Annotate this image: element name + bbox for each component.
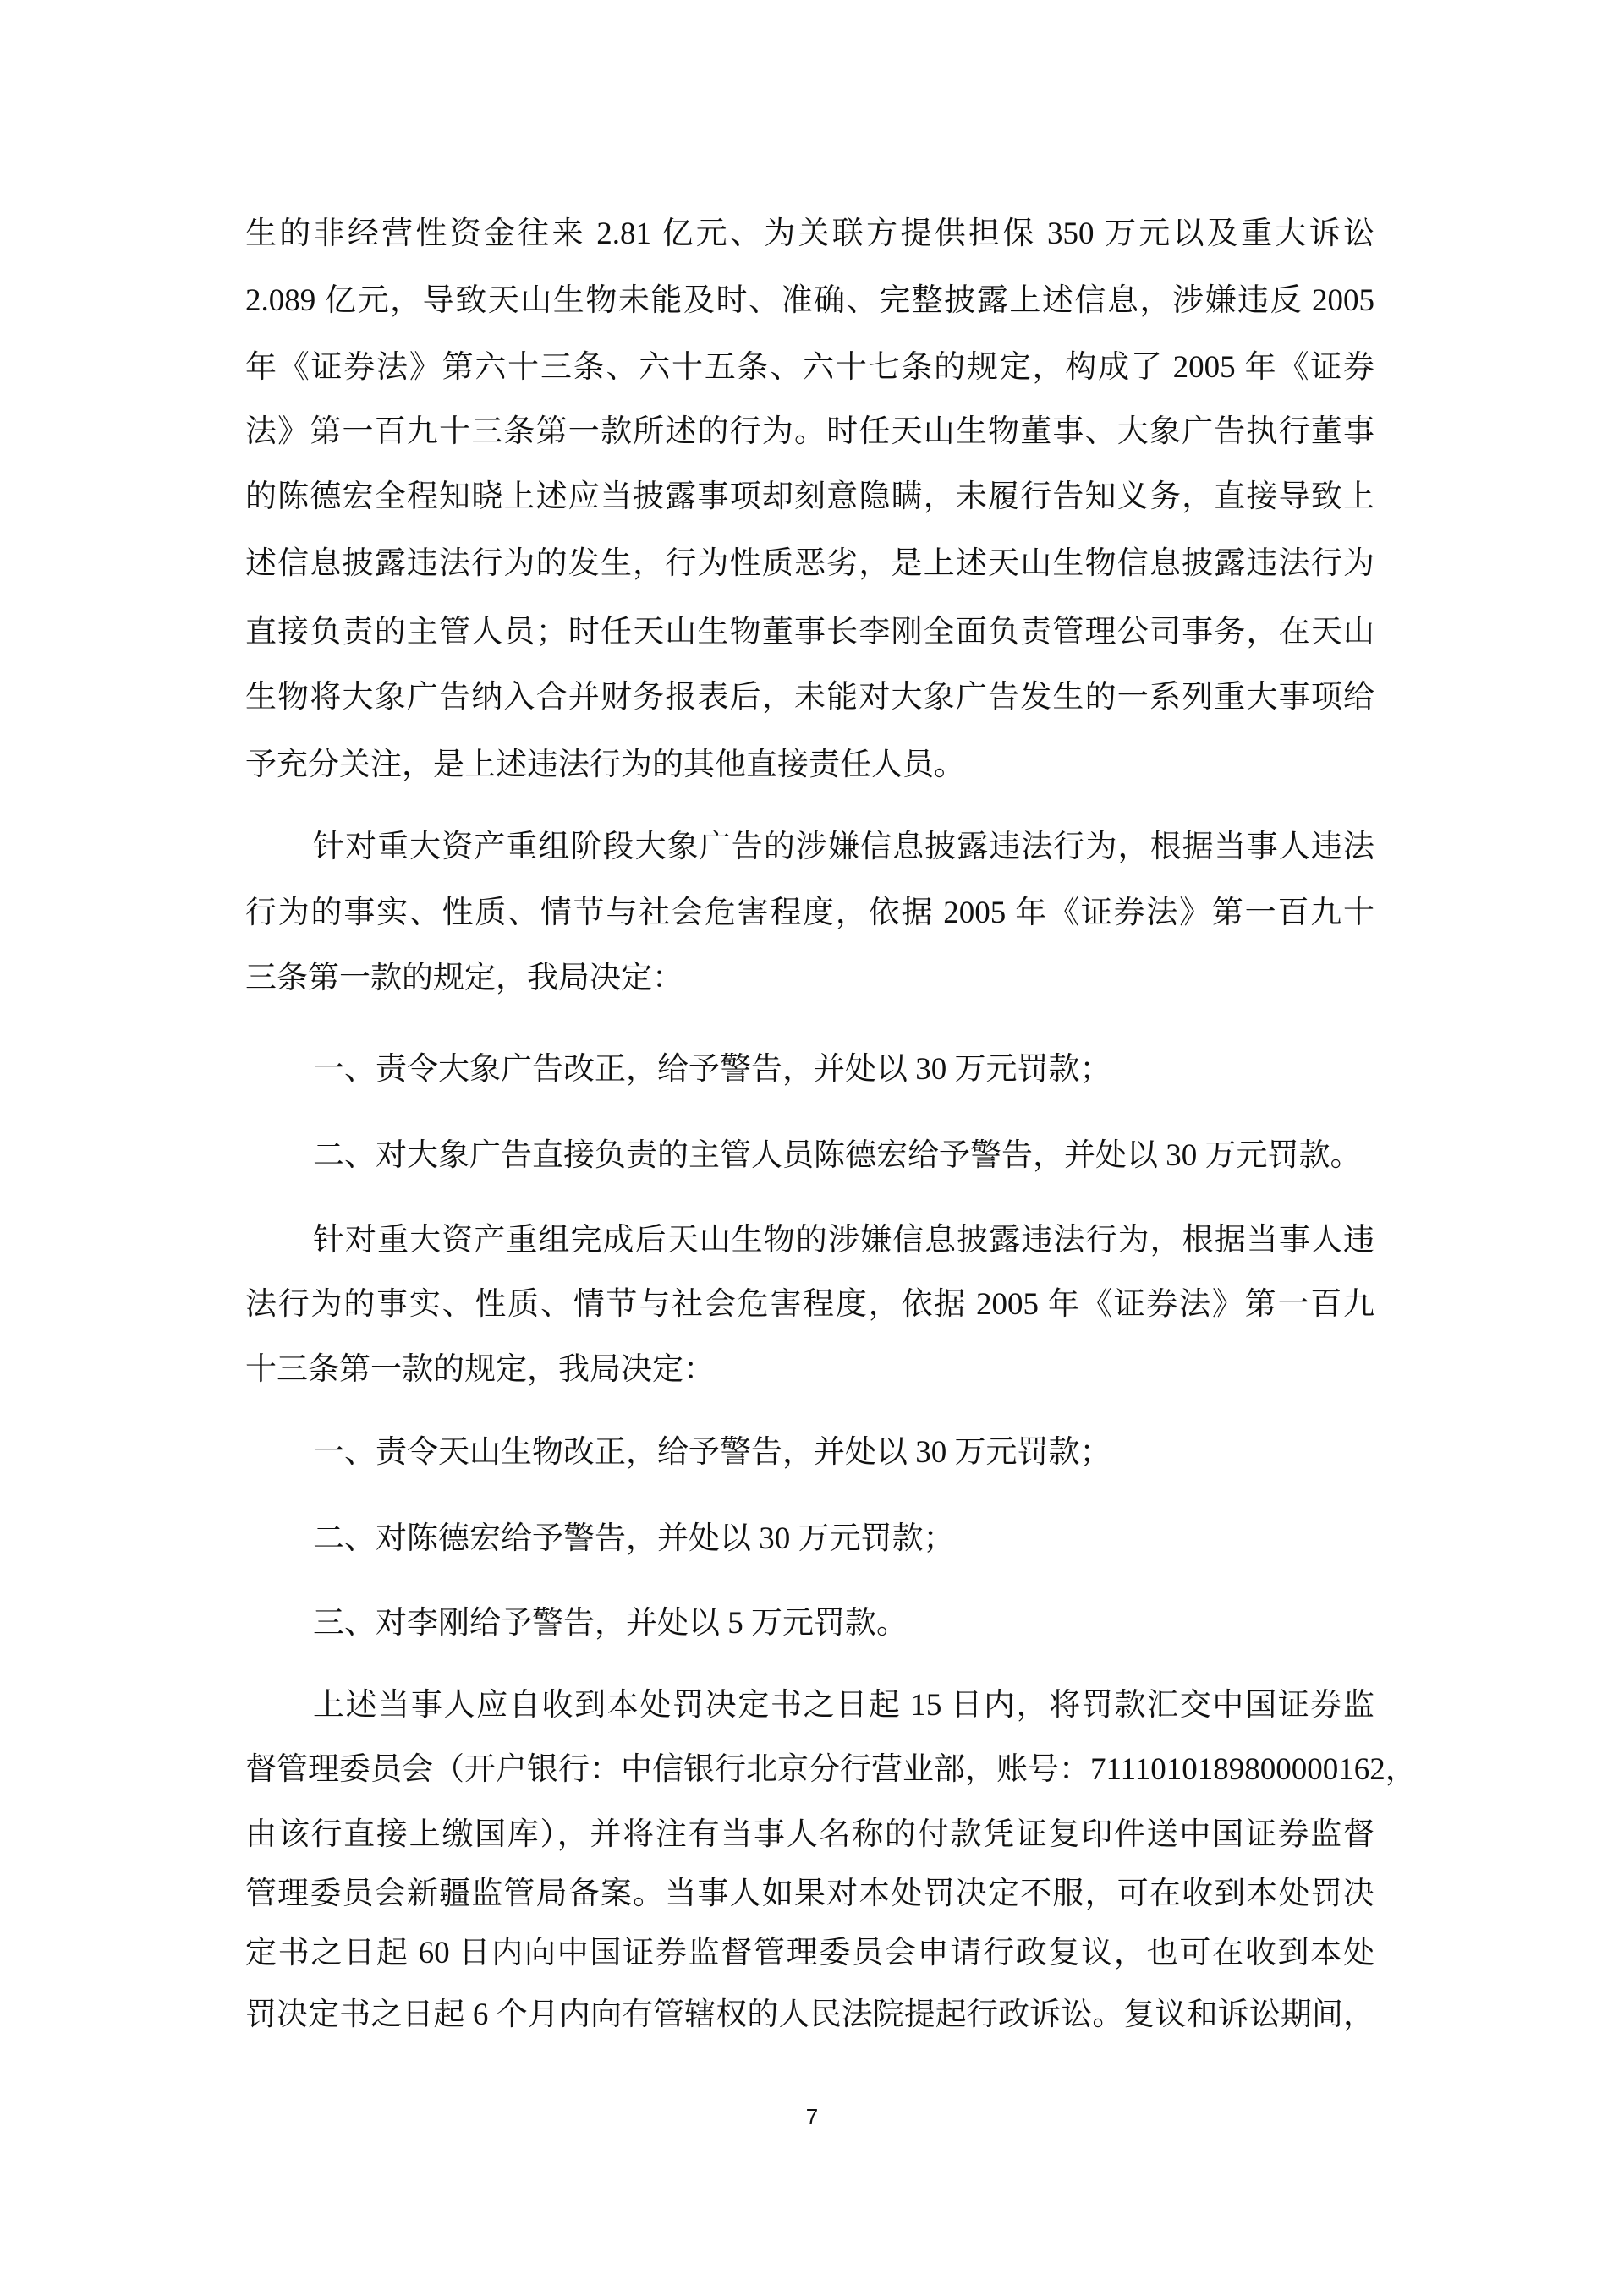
text-line: 2.089 亿元，导致天山生物未能及时、准确、完整披露上述信息，涉嫌违反 2005 [245, 283, 1374, 318]
decision-item-1-tianshan: 一、责令天山生物改正，给予警告，并处以 30 万元罚款； [313, 1435, 1111, 1470]
text-line: 述信息披露违法行为的发生，行为性质恶劣，是上述天山生物信息披露违法行为 [245, 546, 1374, 581]
text-line: 针对重大资产重组完成后天山生物的涉嫌信息披露违法行为，根据当事人违 [313, 1223, 1374, 1258]
text-line: 年《证券法》第六十三条、六十五条、六十七条的规定，构成了 2005 年《证券 [245, 350, 1374, 385]
text-line: 三条第一款的规定，我局决定： [245, 961, 683, 995]
decision-item-1-daxiang: 一、责令大象广告改正，给予警告，并处以 30 万元罚款； [313, 1052, 1111, 1087]
text-line: 予充分关注，是上述违法行为的其他直接责任人员。 [245, 748, 965, 782]
text-line: 法》第一百九十三条第一款所述的行为。时任天山生物董事、大象广告执行董事 [245, 414, 1374, 449]
text-line: 上述当事人应自收到本处罚决定书之日起 15 日内，将罚款汇交中国证券监 [313, 1688, 1374, 1723]
text-line: 直接负责的主管人员；时任天山生物董事长李刚全面负责管理公司事务，在天山 [245, 615, 1374, 649]
text-line: 定书之日起 60 日内向中国证券监督管理委员会申请行政复议，也可在收到本处 [245, 1936, 1374, 1970]
page-number: 7 [805, 2104, 819, 2129]
text-line: 生的非经营性资金往来 2.81 亿元、为关联方提供担保 350 万元以及重大诉讼 [245, 216, 1374, 251]
decision-item-2-tianshan: 二、对陈德宏给予警告，并处以 30 万元罚款； [313, 1521, 955, 1556]
decision-item-3-tianshan: 三、对李刚给予警告，并处以 5 万元罚款。 [313, 1606, 908, 1641]
text-line: 由该行直接上缴国库），并将注有当事人名称的付款凭证复印件送中国证券监督 [245, 1817, 1374, 1852]
text-line: 十三条第一款的规定，我局决定： [245, 1352, 715, 1387]
text-line: 的陈德宏全程知晓上述应当披露事项却刻意隐瞒，未履行告知义务，直接导致上 [245, 479, 1374, 514]
text-line: 督管理委员会（开户银行：中信银行北京分行营业部，账号：7111010189800000162， [245, 1752, 1417, 1787]
text-line: 法行为的事实、性质、情节与社会危害程度，依据 2005 年《证券法》第一百九 [245, 1287, 1374, 1322]
text-line: 罚决定书之日起 6 个月内向有管辖权的人民法院提起行政诉讼。复议和诉讼期间， [245, 1997, 1374, 2032]
text-line: 生物将大象广告纳入合并财务报表后，未能对大象广告发生的一系列重大事项给 [245, 680, 1374, 715]
text-line: 行为的事实、性质、情节与社会危害程度，依据 2005 年《证券法》第一百九十 [245, 896, 1374, 930]
decision-item-2-daxiang: 二、对大象广告直接负责的主管人员陈德宏给予警告，并处以 30 万元罚款。 [313, 1138, 1362, 1173]
text-line: 管理委员会新疆监管局备案。当事人如果对本处罚决定不服，可在收到本处罚决 [245, 1877, 1374, 1911]
text-line: 针对重大资产重组阶段大象广告的涉嫌信息披露违法行为，根据当事人违法 [313, 830, 1374, 864]
